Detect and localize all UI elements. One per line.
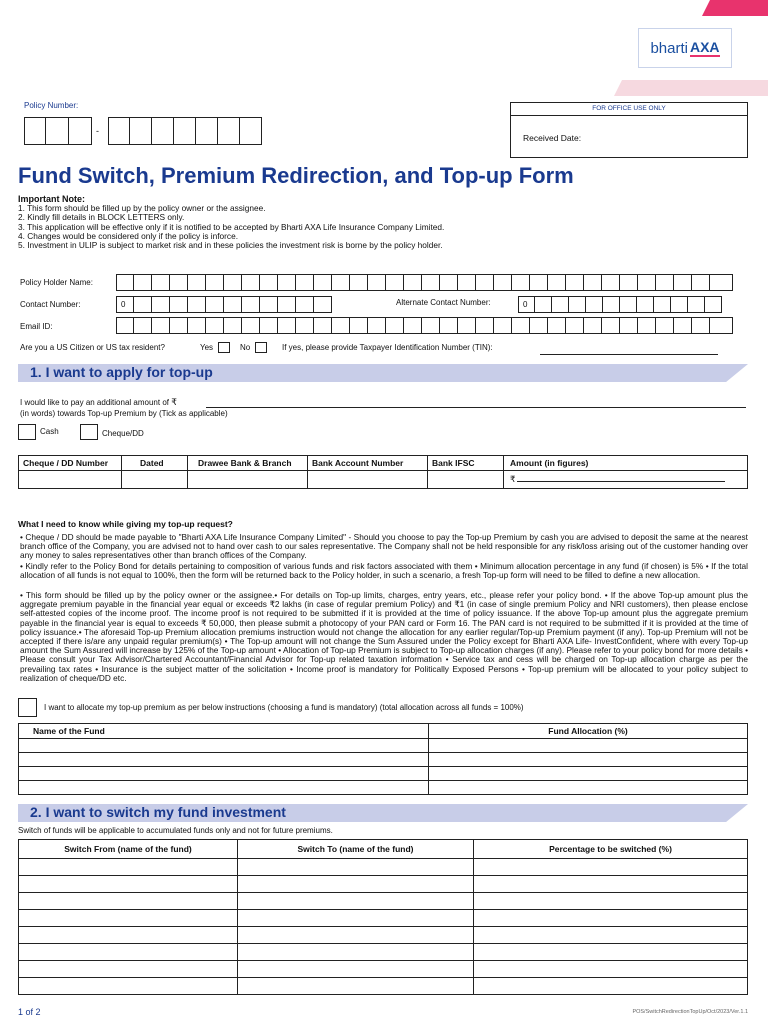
fund-name-cell[interactable]: [19, 753, 429, 767]
col-cheque-number: Cheque / DD Number: [19, 456, 122, 471]
pay-line-1-text: I would like to pay an additional amount of: [20, 398, 169, 407]
cash-label: Cash: [40, 427, 59, 436]
fund-allocation-cell[interactable]: [429, 781, 748, 795]
fund-name-cell[interactable]: [19, 739, 429, 753]
tin-field[interactable]: [540, 354, 718, 355]
allocate-checkbox[interactable]: [18, 698, 37, 717]
fund-switch-table: [18, 839, 748, 995]
pay-line-2: (in words) towards Top-up Premium by (Tick as applicable): [20, 409, 228, 418]
switch-percent-cell[interactable]: [474, 978, 748, 995]
fund-allocation-table: [18, 723, 748, 795]
cheque-label: Cheque/DD: [102, 429, 144, 438]
amount-cell[interactable]: [504, 471, 748, 489]
page-title: Fund Switch, Premium Redirection, and Top-up Form: [18, 163, 574, 188]
email-field[interactable]: [116, 317, 733, 334]
allocate-label: I want to allocate my top-up premium as per below instructions (choosing a fund is mandatory) (total allocation across all funds = 100%): [44, 703, 524, 712]
important-item: 4. Changes would be considered only if the policy is inforce.: [18, 230, 238, 241]
switch-to-cell[interactable]: [238, 910, 474, 927]
contact-prefix: 0: [116, 296, 134, 313]
col-ifsc: Bank IFSC: [428, 456, 504, 471]
policy-number-label: Policy Number:: [24, 101, 79, 110]
alt-contact-label: Alternate Contact Number:: [396, 298, 491, 307]
fund-allocation-cell[interactable]: [429, 767, 748, 781]
col-switch-from: Switch From (name of the fund): [19, 840, 238, 859]
logo-text-axa: AXA: [689, 39, 720, 55]
office-use-box: [510, 102, 748, 158]
section1-title: 1. I want to apply for top-up: [30, 364, 213, 380]
switch-percent-cell[interactable]: [474, 859, 748, 876]
col-dated: Dated: [122, 456, 188, 471]
switch-percent-cell[interactable]: [474, 876, 748, 893]
company-logo: [638, 28, 732, 68]
logo-text-bharti: bharti: [650, 39, 688, 57]
fund-allocation-cell[interactable]: [429, 753, 748, 767]
col-drawee-bank: Drawee Bank & Branch: [188, 456, 308, 471]
dated-cell[interactable]: [122, 471, 188, 489]
amount-rupee: ₹: [510, 474, 516, 484]
switch-from-cell[interactable]: [19, 927, 238, 944]
account-number-cell[interactable]: [308, 471, 428, 489]
col-switch-to: Switch To (name of the fund): [238, 840, 474, 859]
alt-contact-prefix: 0: [518, 296, 535, 313]
switch-note: Switch of funds will be applicable to accumulated funds only and not for future premiums.: [18, 826, 333, 835]
switch-to-cell[interactable]: [238, 859, 474, 876]
important-item: 3. This application will be effective only if it is notified to be accepted by Bharti AXA Life Insurance Company Limited.: [18, 221, 445, 232]
switch-from-cell[interactable]: [19, 859, 238, 876]
no-checkbox[interactable]: [255, 342, 267, 353]
switch-percent-cell[interactable]: [474, 944, 748, 961]
switch-to-cell[interactable]: [238, 927, 474, 944]
notice-paragraph-3: • This form should be filled up by the policy owner or the assignee.• For details on Top-up limits, charges, entry years, etc., please refer your policy bond. • If the above Top-up amount plus the aggregate premium payable in the financial year equal or exceeds ₹2 lakhs (in case of regular premium Policy) and ₹1 (in case of single premium Policy and NRI customers), then please enclose self-attested copies of the income proof. The income proof is not required to be submitted if it is provided at the time of policy issuance. If the above Top-up amount plus the aggregate premium payable in the financial year is equal to exceeds ₹ 50,000, then please submit a photocopy of your PAN card or Form 16. The PAN card is not required to be submitted if it is provided at the time of policy issuance.• The aforesaid Top-up Premium allocation premiums instruction would not change the allocation for any earlier regular/Top-up Premium payment (if any). Top-up Premium will not be accepted if there is/are any unpaid regular premium(s) • The Top-up amount will not change the Sum Assured under the Policy except for Bharti AXA Life- InvestConfident, where with every Top-up amount the Sum Assured will increase by 125% of the Top-up amount • Allocation of Top-up Premium is subject to Top-up allocation charges (if any). Please refer to your policy bond for more details • Please consult your Tax Advisor/Chartered Accountant/Financial Advisor for Top-up related taxation information • Service tax and cess will be charged on Top-up allocation charge as per the prevailing tax rates • Insurance is the subject matter of the solicitation • Income proof is mandatory for Politically Exposed Persons • Top-up premium will be allocated to your policy subject to realization of cheque/DD etc.: [20, 590, 748, 683]
yes-checkbox[interactable]: [218, 342, 230, 353]
switch-percent-cell[interactable]: [474, 893, 748, 910]
email-label: Email ID:: [20, 322, 53, 331]
switch-to-cell[interactable]: [238, 978, 474, 995]
col-fund-allocation: Fund Allocation (%): [429, 724, 748, 739]
pay-line-1: [20, 397, 177, 408]
us-citizen-question: Are you a US Citizen or US tax resident?: [20, 343, 165, 352]
policy-number-part2[interactable]: [108, 117, 262, 145]
col-account-number: Bank Account Number: [308, 456, 428, 471]
switch-from-cell[interactable]: [19, 944, 238, 961]
holder-name-label: Policy Holder Name:: [20, 278, 93, 287]
important-item: 2. Kindly fill details in BLOCK LETTERS only.: [18, 212, 185, 223]
holder-name-field[interactable]: [116, 274, 733, 291]
tin-label: If yes, please provide Taxpayer Identification Number (TIN):: [282, 343, 493, 352]
switch-to-cell[interactable]: [238, 893, 474, 910]
know-heading: What I need to know while giving my top-up request?: [18, 519, 233, 529]
fund-allocation-cell[interactable]: [429, 739, 748, 753]
cash-checkbox[interactable]: [18, 424, 36, 440]
switch-from-cell[interactable]: [19, 961, 238, 978]
policy-number-part1[interactable]: [24, 117, 92, 145]
amount-in-words-field[interactable]: [206, 407, 746, 408]
form-code: POS/SwitchRedirectionTopUp/Oct/2023/Ver.1.1: [632, 1009, 748, 1015]
switch-percent-cell[interactable]: [474, 927, 748, 944]
ifsc-cell[interactable]: [428, 471, 504, 489]
policy-number-dash: -: [96, 126, 99, 136]
fund-name-cell[interactable]: [19, 767, 429, 781]
fund-name-cell[interactable]: [19, 781, 429, 795]
rupee-symbol: ₹: [171, 397, 177, 407]
contact-number-field[interactable]: [116, 296, 332, 313]
important-item: 1. This form should be filled up by the policy owner or the assignee.: [18, 203, 266, 214]
switch-from-cell[interactable]: [19, 910, 238, 927]
switch-from-cell[interactable]: [19, 876, 238, 893]
notice-paragraph-2: • Kindly refer to the Policy Bond for details pertaining to composition of various funds and risk factors associated with them • Minimum allocation percentage in any fund (if chosen) is 5% • If the total allocation of all funds is not equal to 100%, then the form will be returned back to the Policy holder, in such a scenario, a fresh Top-up form will need to be filled to define a new allocation.: [20, 561, 748, 581]
col-fund-name: Name of the Fund: [19, 724, 429, 739]
section2-title: 2. I want to switch my fund investment: [30, 804, 286, 820]
switch-from-cell[interactable]: [19, 978, 238, 995]
office-use-label: FOR OFFICE USE ONLY: [511, 103, 747, 116]
switch-percent-cell[interactable]: [474, 961, 748, 978]
payment-table: [18, 455, 748, 489]
important-item: 5. Investment in ULIP is subject to market risk and in these policies the investment risk is borne by the policy holder.: [18, 240, 443, 251]
col-switch-percent: Percentage to be switched (%): [474, 840, 748, 859]
no-label: No: [240, 343, 251, 352]
notice-paragraph-1: • Cheque / DD should be made payable to "Bharti AXA Life Insurance Company Limited" - Should you choose to pay the Top-up Premium by cash you are advised to deposit the same at the nearest branch office of the Company, you are advised not to hand over cash to our sales representative. The Company shall not be held responsible for any risk/loss arising out of the customer handing over any money to sales representatives other than branch offices of the Company.: [20, 532, 748, 561]
received-date-label: Received Date:: [523, 133, 582, 143]
contact-label: Contact Number:: [20, 300, 81, 309]
page-number: 1 of 2: [18, 1007, 41, 1017]
col-amount: Amount (in figures): [504, 456, 748, 471]
switch-to-cell[interactable]: [238, 961, 474, 978]
drawee-bank-cell[interactable]: [188, 471, 308, 489]
switch-from-cell[interactable]: [19, 893, 238, 910]
cheque-checkbox[interactable]: [80, 424, 98, 440]
switch-to-cell[interactable]: [238, 944, 474, 961]
switch-percent-cell[interactable]: [474, 910, 748, 927]
switch-to-cell[interactable]: [238, 876, 474, 893]
alt-contact-field[interactable]: [518, 296, 722, 313]
cheque-number-cell[interactable]: [19, 471, 122, 489]
yes-label: Yes: [200, 343, 214, 352]
important-note: [18, 195, 738, 250]
important-heading: Important Note:: [18, 194, 85, 204]
